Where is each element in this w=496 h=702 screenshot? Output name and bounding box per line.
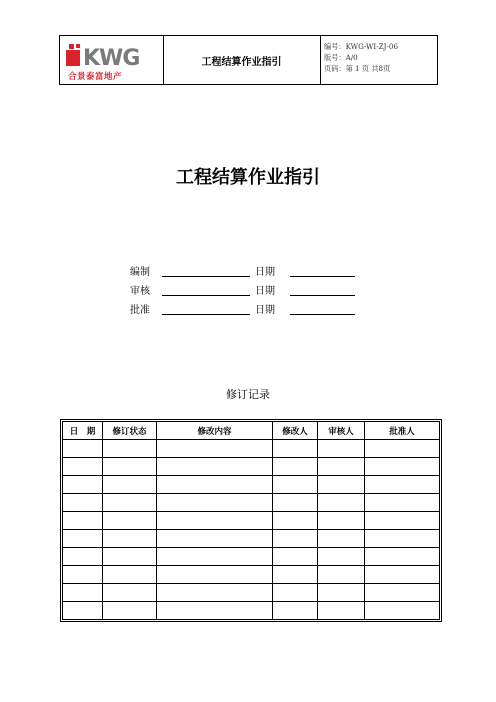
table-row — [63, 584, 440, 602]
company-logo — [60, 36, 164, 84]
table-row — [63, 602, 440, 620]
table-cell[interactable] — [273, 548, 318, 566]
table-cell[interactable] — [365, 458, 440, 476]
header-info — [324, 41, 398, 74]
table-row — [63, 548, 440, 566]
table-row — [63, 440, 440, 458]
table-cell[interactable] — [63, 440, 103, 458]
table-cell[interactable] — [273, 566, 318, 584]
table-cell[interactable] — [365, 530, 440, 548]
table-cell[interactable] — [318, 512, 365, 530]
table-cell[interactable] — [103, 476, 157, 494]
table-cell[interactable] — [318, 494, 365, 512]
table-cell[interactable] — [157, 458, 273, 476]
doc-number: 编号：KWG-WI-ZJ-06 — [324, 42, 399, 51]
table-cell[interactable] — [273, 440, 318, 458]
table-cell[interactable] — [365, 548, 440, 566]
page-number: 页码：第 1 页 共8页 — [324, 64, 391, 73]
table-cell[interactable] — [318, 440, 365, 458]
prepared-date-line[interactable] — [290, 276, 355, 277]
table-cell[interactable] — [318, 458, 365, 476]
table-cell[interactable] — [63, 548, 103, 566]
table-cell[interactable] — [365, 566, 440, 584]
table-cell[interactable] — [157, 566, 273, 584]
table-row — [63, 476, 440, 494]
approved-date-label: 日期 — [255, 305, 275, 316]
table-cell[interactable] — [157, 476, 273, 494]
table-cell[interactable] — [103, 440, 157, 458]
kwg-logo-icon — [66, 42, 156, 68]
document-title: 工程结算作业指引 — [176, 167, 320, 188]
col-change-content: 修改内容 — [157, 422, 273, 440]
table-cell[interactable] — [63, 458, 103, 476]
table-cell[interactable] — [365, 494, 440, 512]
table-cell[interactable] — [273, 512, 318, 530]
table-cell[interactable] — [365, 602, 440, 620]
table-cell[interactable] — [157, 548, 273, 566]
table-cell[interactable] — [103, 548, 157, 566]
table-row — [63, 566, 440, 584]
version-number: 版号：A/0 — [324, 53, 358, 62]
reviewed-label: 审核 — [130, 286, 150, 297]
col-revision-status: 修订状态 — [103, 422, 157, 440]
table-cell[interactable] — [157, 440, 273, 458]
approved-date-line[interactable] — [290, 314, 355, 315]
table-cell[interactable] — [318, 476, 365, 494]
table-cell[interactable] — [103, 602, 157, 620]
table-cell[interactable] — [365, 440, 440, 458]
revision-record-title: 修订记录 — [226, 388, 270, 401]
reviewed-date-label: 日期 — [255, 286, 275, 297]
col-approved-by: 批准人 — [365, 422, 440, 440]
table-cell[interactable] — [63, 512, 103, 530]
table-cell[interactable] — [273, 458, 318, 476]
svg-text:KWG: KWG — [83, 46, 140, 68]
table-cell[interactable] — [63, 494, 103, 512]
table-cell[interactable] — [318, 548, 365, 566]
table-cell[interactable] — [157, 494, 273, 512]
table-cell[interactable] — [63, 584, 103, 602]
table-row — [63, 494, 440, 512]
table-cell[interactable] — [318, 566, 365, 584]
table-cell[interactable] — [273, 584, 318, 602]
col-date: 日 期 — [63, 422, 103, 440]
reviewed-signature-line[interactable] — [162, 295, 250, 296]
table-cell[interactable] — [157, 530, 273, 548]
table-cell[interactable] — [365, 584, 440, 602]
company-name: 合景泰富地产 — [68, 72, 123, 82]
table-cell[interactable] — [63, 476, 103, 494]
table-cell[interactable] — [365, 512, 440, 530]
table-cell[interactable] — [318, 584, 365, 602]
table-cell[interactable] — [157, 602, 273, 620]
table-cell[interactable] — [273, 494, 318, 512]
table-cell[interactable] — [103, 512, 157, 530]
prepared-signature-line[interactable] — [162, 276, 250, 277]
table-cell[interactable] — [63, 530, 103, 548]
revision-table — [62, 421, 440, 620]
table-cell[interactable] — [273, 602, 318, 620]
table-cell[interactable] — [318, 602, 365, 620]
prepared-label: 编制 — [130, 267, 150, 278]
table-cell[interactable] — [103, 530, 157, 548]
table-cell[interactable] — [63, 566, 103, 584]
table-row — [63, 512, 440, 530]
document-header — [59, 35, 438, 85]
revision-table-body — [63, 440, 440, 620]
prepared-date-label: 日期 — [255, 267, 275, 278]
table-cell[interactable] — [103, 494, 157, 512]
table-cell[interactable] — [365, 476, 440, 494]
col-modified-by: 修改人 — [273, 422, 318, 440]
table-cell[interactable] — [273, 476, 318, 494]
table-cell[interactable] — [318, 530, 365, 548]
approved-label: 批准 — [130, 305, 150, 316]
approved-signature-line[interactable] — [162, 314, 250, 315]
header-title: 工程结算作业指引 — [163, 36, 321, 84]
col-reviewed-by: 审核人 — [318, 422, 365, 440]
table-cell[interactable] — [273, 530, 318, 548]
reviewed-date-line[interactable] — [290, 295, 355, 296]
table-cell[interactable] — [103, 458, 157, 476]
table-row — [63, 458, 440, 476]
table-cell[interactable] — [157, 584, 273, 602]
table-cell[interactable] — [103, 584, 157, 602]
revision-table-frame — [60, 419, 442, 622]
table-row — [63, 530, 440, 548]
table-cell[interactable] — [63, 602, 103, 620]
table-cell[interactable] — [103, 566, 157, 584]
revision-table-header — [63, 422, 440, 440]
table-cell[interactable] — [157, 512, 273, 530]
